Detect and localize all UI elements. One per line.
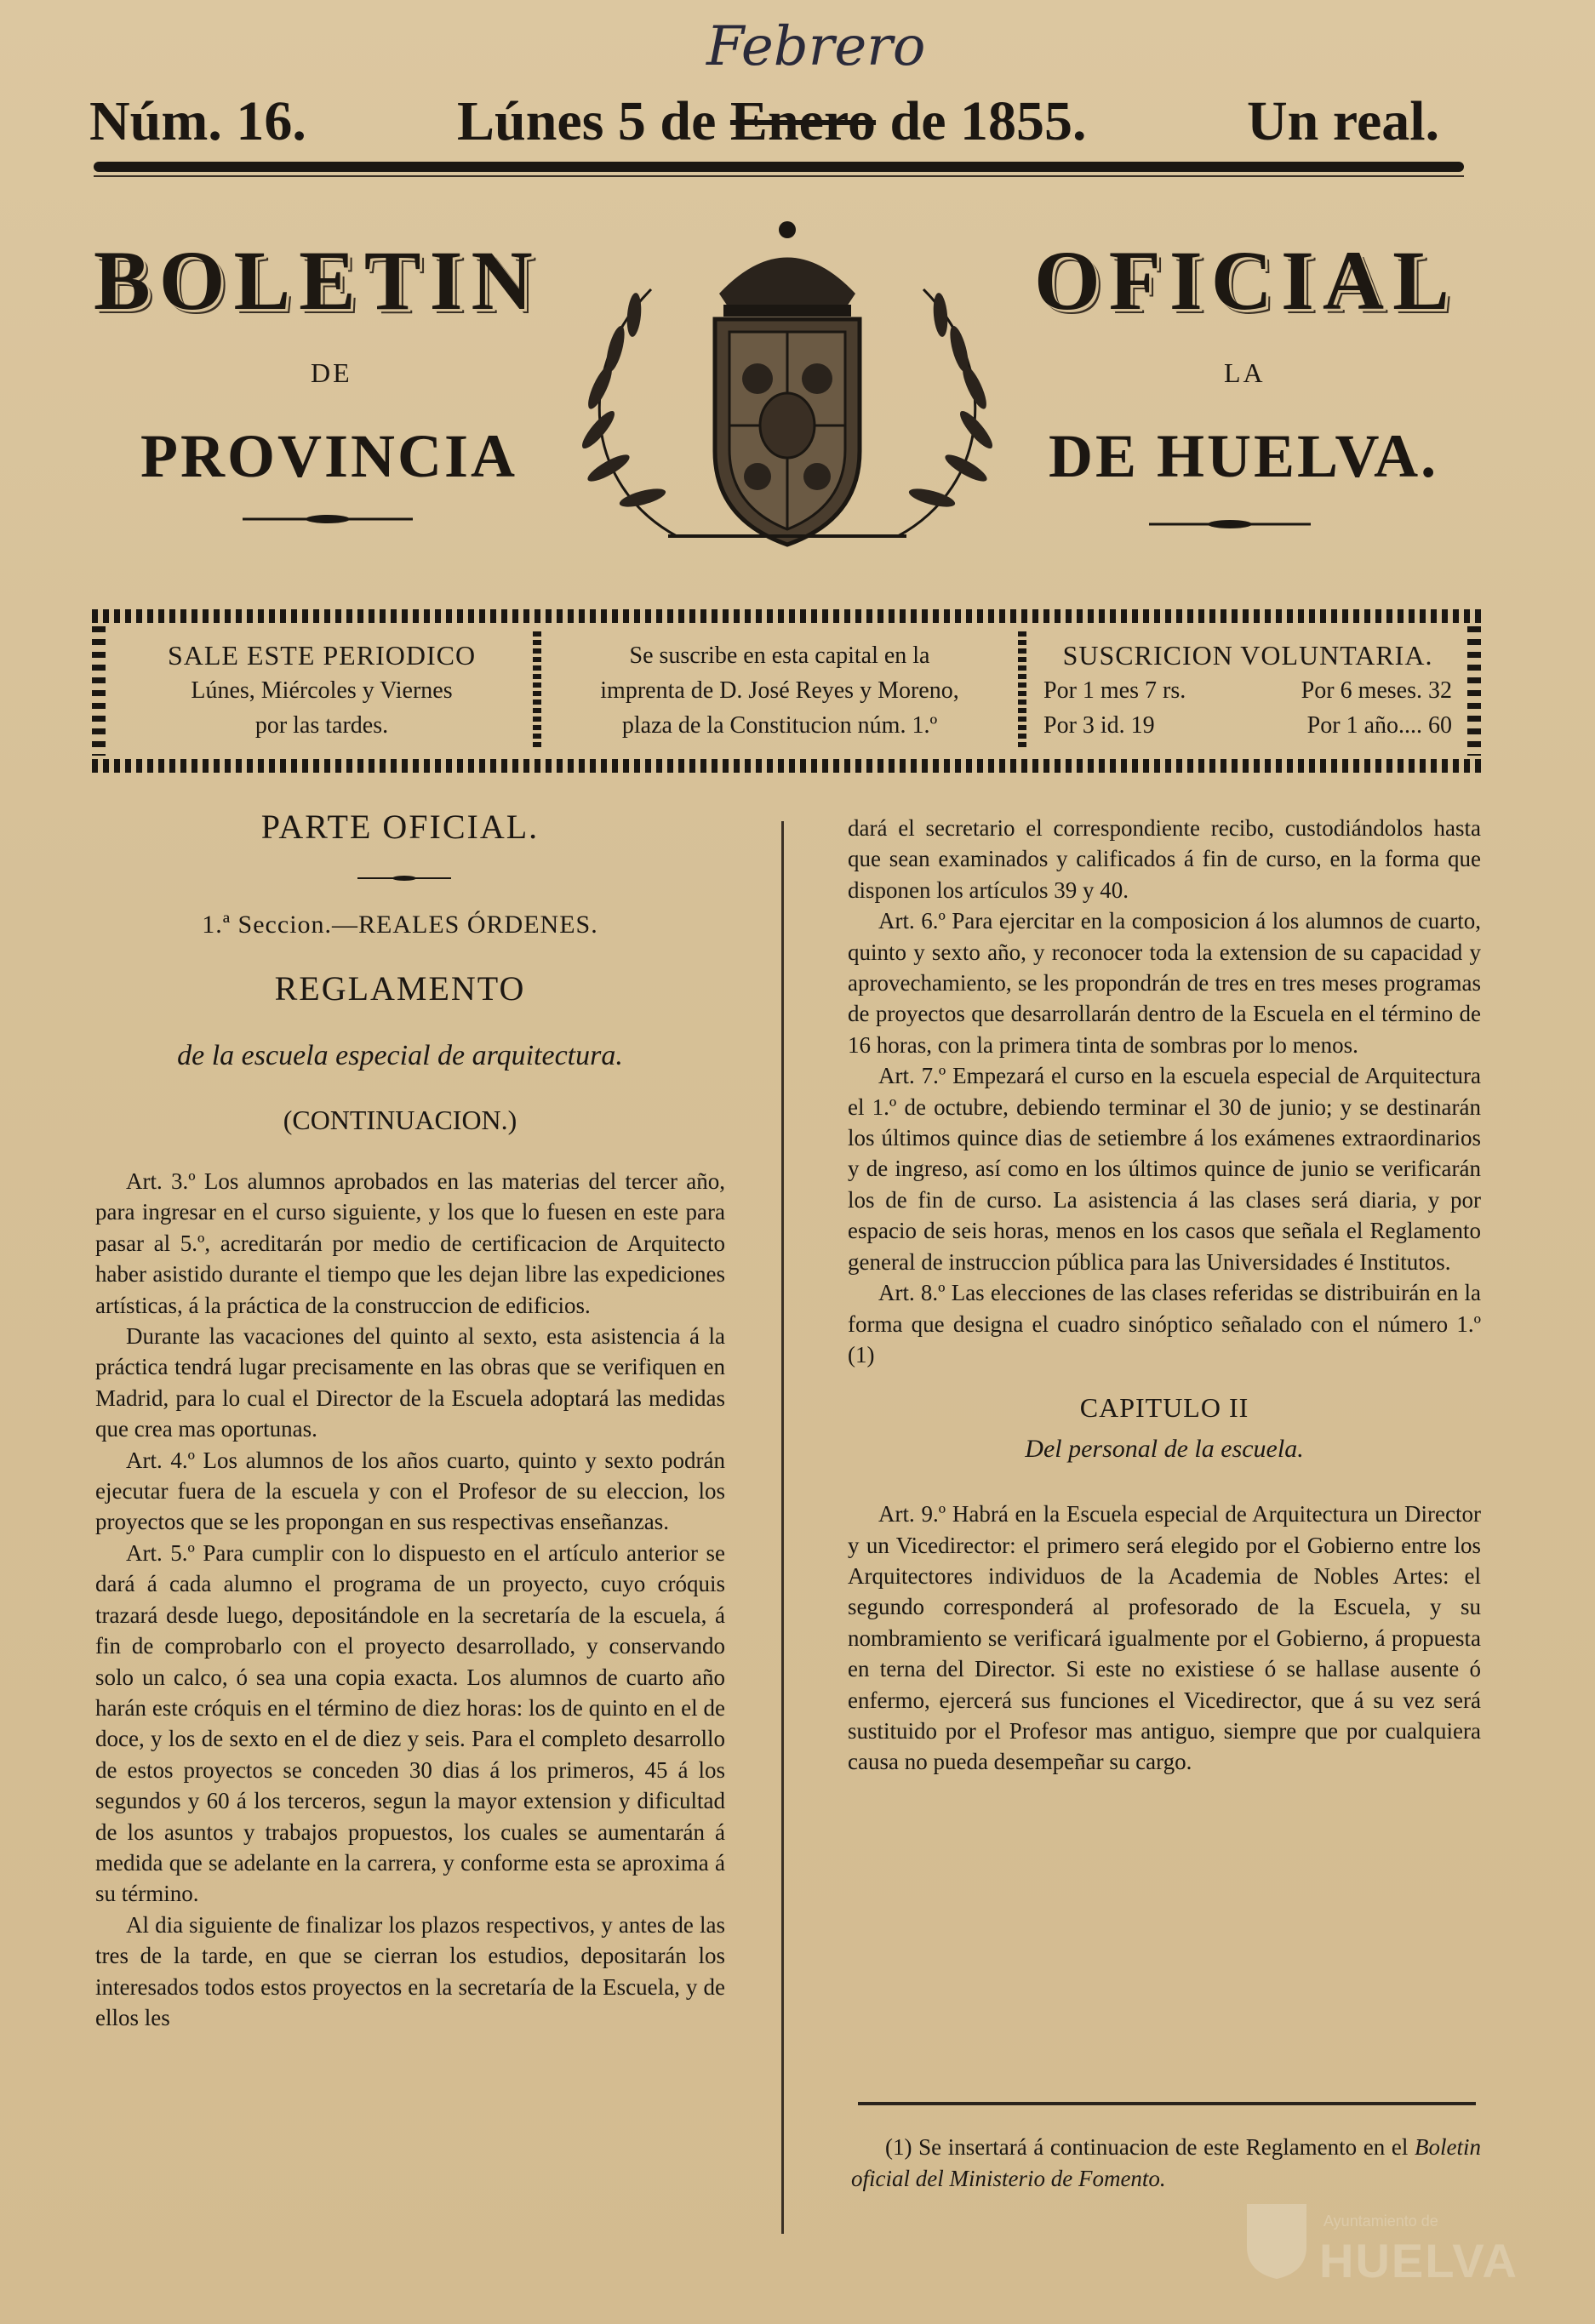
archive-watermark: Ayuntamiento de HUELVA [1243,2196,1532,2289]
struck-month: Enero [729,90,877,152]
footnote-rule [858,2102,1476,2105]
royal-coat-of-arms-icon [549,213,1026,570]
right-column [848,813,1481,1778]
masthead-line [89,81,1451,157]
section-subheading: 1.ª Seccion.—REALES ÓRDENES. [202,911,598,939]
flourish-left-icon [243,514,413,524]
title-provincia: PROVINCIA [140,422,518,490]
masthead-rule [94,162,1464,172]
article-7: Art. 7.º Empezará el curso en la escuela especial de Arquitectura el 1.º de octubre, debiendo terminar el 30 de junio; y se destinarán los últimos quince dias de setiembre á los exámenes extraordinarios y de ingreso, así como en los últimos quince de junio se verificarán los de fin de curso. La asistencia á las clases será diaria, y por espacio de seis horas, menos en los casos que señala el Reglamento general de instruccion pública para las Universidades é Institutos. [848,1063,1481,1275]
masthead-rule-thin [94,175,1464,177]
ornamental-border-bottom [92,759,1481,773]
section-heading-parte-oficial: PARTE OFICIAL. [260,808,540,846]
title-oficial: OFICIAL [1034,233,1458,328]
paragraph: Durante las vacaciones del quinto al sexto, esta asistencia á la práctica tendrá lugar precisamente en las obras que se verifiquen en Madrid, para lo cual el Director de la Escuela adoptará las medidas que crea mas oportunas. [95,1323,725,1442]
column-divider [781,821,784,2234]
box-divider [1018,631,1026,751]
subscription-prices: SUSCRICION VOLUNTARIA. Por 1 mes 7 rs. Por 6 meses. 32 Por 3 id. 19 Por 1 año.... 60 [1043,640,1452,739]
title-huelva: DE HUELVA. [1049,422,1439,490]
article-5: Art. 5.º Para cumplir con lo dispuesto en el artículo anterior se dará á cada alumno el programa de un proyecto, cuyo cróquis trazará desde luego, depositándole en la secretaría de la escuela, á fin de comprobarlo con el proyecto desarrollado, y conservando solo un calco, ó sea una copia exacta. Los alumnos de cuarto año harán este cróquis en el término de diez horas: los de quinto en el de doce, y los de sexto en el de diez y seis. Para el completo desarrollo de estos proyectos se conceden 30 dias á los primeros, 45 á los segundos y 60 á los terceros, segun la mayor extension y dificultad de los asuntos y trabajos propuestos, los cuales se aumentarán á medida que se adelante en la carrera, y conforme esta se aproxima á su término. [95,1539,725,1907]
flourish-icon [357,875,451,882]
flourish-right-icon [1149,519,1311,529]
issue-number: Núm. 16. [89,90,306,152]
paragraph: Al dia siguiente de finalizar los plazos respectivos, y antes de las tres de la tarde, en que se cierran los estudios, depositarán los interesados todos estos proyectos en la secretaría de la Escuela, y de ellos les [95,1911,725,2030]
shield-watermark-icon [1243,2196,1311,2281]
box-divider [533,631,541,751]
article-title: REGLAMENTO [274,969,526,1008]
article-6: Art. 6.º Para ejercitar en la composicion á los alumnos de cuarto, quinto y sexto año, y reconocer toda la extension de su capacidad y aprovechamiento, se les propondrán de tres en tres meses programas de proyectos que desarrollarán dentro de la Escuela en el término de 16 horas, con la primera tinta de sombras por lo menos. [848,908,1481,1058]
title-boletin: BOLETIN [94,233,541,328]
article-3: Art. 3.º Los alumnos aprobados en las materias del tercer año, para ingresar en el curso siguiente, y los que lo fuesen en este para pasar al 5.º, acreditarán por medio de certificacion de Arquitecto haber asistido durante el tiempo que les dejan libre las expediciones artísticas, á la práctica de la construccion de edificios. [95,1168,725,1318]
chapter-heading: CAPITULO II [1079,1392,1249,1424]
article-4: Art. 4.º Los alumnos de los años cuarto, quinto y sexto podrán ejecutar fuera de la escuela y con el Profesor de su eleccion, los proyectos que se les propongan en sus respectivas enseñanzas. [95,1447,725,1535]
paragraph-continued: dará el secretario el correspondiente recibo, custodiándolos hasta que sean examinados y calificados á fin de curso, en la forma que disponen los artículos 39 y 40. [848,815,1481,903]
issue-price: Un real. [1247,90,1440,152]
continuation-note: (CONTINUACION.) [283,1105,517,1135]
subscription-location: Se suscribe en esta capital en la imprenta de D. José Reyes y Moreno, plaza de la Constitucion núm. 1.º [600,642,959,739]
ornamental-border-top [92,609,1481,623]
title-la: LA [1224,357,1266,388]
left-column [95,1166,725,2033]
title-de: DE [311,357,352,388]
article-8: Art. 8.º Las elecciones de las clases referidas se distribuirán en la forma que designa el cuadro sinóptico señalado con el número 1.º (1) [848,1280,1481,1368]
article-9: Art. 9.º Habrá en la Escuela especial de Arquitectura un Director y un Vicedirector: el primero será elegido por el Gobierno entre los Arquitectores individuos de la Academia de Nobles Artes: el segundo corresponderá al profesorado de la Escuela, y su nombramiento se verificará igualmente por el Gobierno, á propuesta en terna del Director. Si este no existiese ó se hallase ausente ó enfermo, ejercerá sus funciones el Vicedirector, que á su vez será sustituido por el Profesor mas antiguo, siempre que por cualquiera causa no pueda desempeñar su cargo. [848,1501,1481,1775]
article-subtitle: de la escuela especial de arquitectura. [177,1040,623,1071]
handwritten-correction: Febrero [706,15,926,78]
publication-schedule: SALE ESTE PERIODICO Lúnes, Miércoles y Viernes por las tardes. [167,640,477,739]
footnote: (1) Se insertará á continuacion de este Reglamento en el Boletin oficial del Ministerio de Fomento. [851,2134,1481,2191]
issue-date: Lúnes 5 de Enero de 1855. [457,90,1087,152]
ornamental-border-right [1467,626,1481,756]
subscription-box [92,606,1481,776]
chapter-subtitle: Del personal de la escuela. [1025,1434,1304,1463]
ornamental-border-left [92,626,106,756]
